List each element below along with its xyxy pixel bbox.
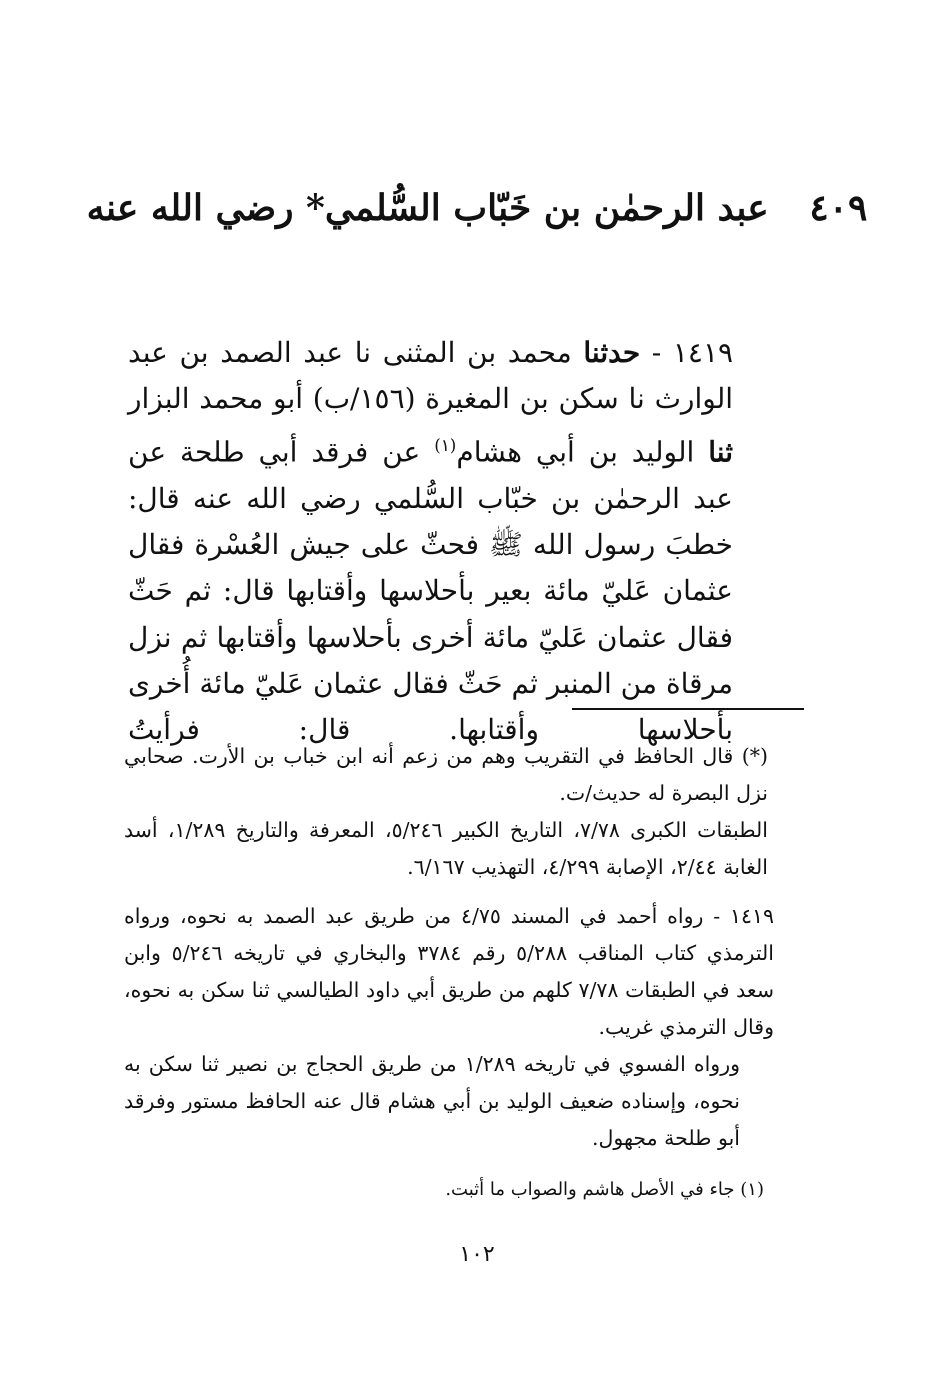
hadith-text: ١٤١٩ - حدثنا محمد بن المثنى نا عبد الصمد بن عبد الوارث نا سكن بن المغيرة (١٥٦/ب) أبو محمد البزار ثنا الوليد بن أبي هشام$^{(١)}$ عن فرقد أبي طلحة عن عبد الرحمٰن بن خبّاب السُّلمي رضي الله عنه قال: خطبَ رسول الله ﷺ فحثّ على جيش العُسْرة فقال عثمان عَليّ مائة بعير بأحلاسها وأقتابها قال: ثم حَثّ فقال عثمان عَليّ مائة أخرى بأحلاسها وأقتابها ثم نزل مرقاة من المنبر ثم حَثّ فقال عثمان عَليّ مائة أُخرى بأحلاسها وأقتابها. قال: فرأيتُ (128, 336, 734, 746)
page-number: ١٠٢ (459, 1242, 495, 1267)
note-takhrij-text1: رواه أحمد في المسند ٤/٧٥ من طريق عبد الصمد به نحوه، ورواه الترمذي كتاب المناقب ٥/٢٨٨ رقم ٣٧٨٤ والبخاري في تاريخه ٥/٢٤٦ وابن سعد في الطبقات ٧/٧٨ كلهم من طريق أبي داود الطيالسي ثنا سكن به نحوه، وقال الترمذي غريب. (124, 904, 775, 1039)
note-biography (124, 738, 768, 886)
note-takhrij-para1 (124, 898, 774, 1046)
hadith-lead: حدثنا (583, 336, 641, 369)
note-star-marker: (*) (741, 744, 768, 768)
chapter-number: ٤٠٩ (809, 187, 868, 229)
chapter-heading (0, 178, 940, 238)
hadith-thana: ثنا (708, 435, 733, 469)
note-takhrij-number: ١٤١٩ - (713, 904, 774, 928)
footnote-separator (572, 708, 804, 710)
hadith-text-part3: عن فرقد أبي طلحة عن عبد الرحمٰن بن خبّاب السُّلمي رضي الله عنه قال: خطبَ رسول الله ﷺ فحثّ على جيش العُسْرة فقال عثمان عَليّ مائة بعير بأحلاسها وأقتابها قال: ثم حَثّ فقال عثمان عَليّ مائة أخرى بأحلاسها وأقتابها ثم نزل مرقاة من المنبر ثم حَثّ فقال عثمان عَليّ مائة أُخرى بأحلاسها وأقتابها. قال: فرأيتُ (128, 435, 733, 746)
hadith-text-part1: محمد بن المثنى نا عبد الصمد بن عبد الوارث نا سكن بن المغيرة (١٥٦/ب) أبو محمد البزار (128, 336, 734, 416)
hadith-text-part2: الوليد بن أبي هشام (456, 435, 695, 469)
hadith-number: ١٤١٩ (672, 336, 734, 369)
chapter-title: عبد الرحمٰن بن خَبّاب السُّلمي* رضي الله عنه (86, 187, 769, 229)
footnote-ref: (١) (434, 435, 457, 456)
note-takhrij-para2: ورواه الفسوي في تاريخه ١/٢٨٩ من طريق الحجاج بن نصير ثنا سكن به نحوه، وإسناده ضعيف الوليد بن أبي هشام قال عنه الحافظ مستور وفرقد أبو طلحة مجهول. (124, 1052, 740, 1150)
note-star-text: قال الحافظ في التقريب وهم من زعم أنه ابن خباب بن الأرت. صحابي نزل البصرة له حديث/ت. (124, 744, 768, 805)
note-takhrij (124, 898, 774, 1157)
note-biography-line1 (124, 738, 768, 812)
note-one: (١) جاء في الأصل هاشم والصواب ما أثبت. (445, 1179, 764, 1200)
note-biography-sources: الطبقات الكبرى ٧/٧٨، التاريخ الكبير ٥/٢٤٦، المعرفة والتاريخ ١/٢٨٩، أسد الغابة ٢/٤٤، الإصابة ٤/٢٩٩، التهذيب ٦/١٦٧. (124, 818, 768, 879)
